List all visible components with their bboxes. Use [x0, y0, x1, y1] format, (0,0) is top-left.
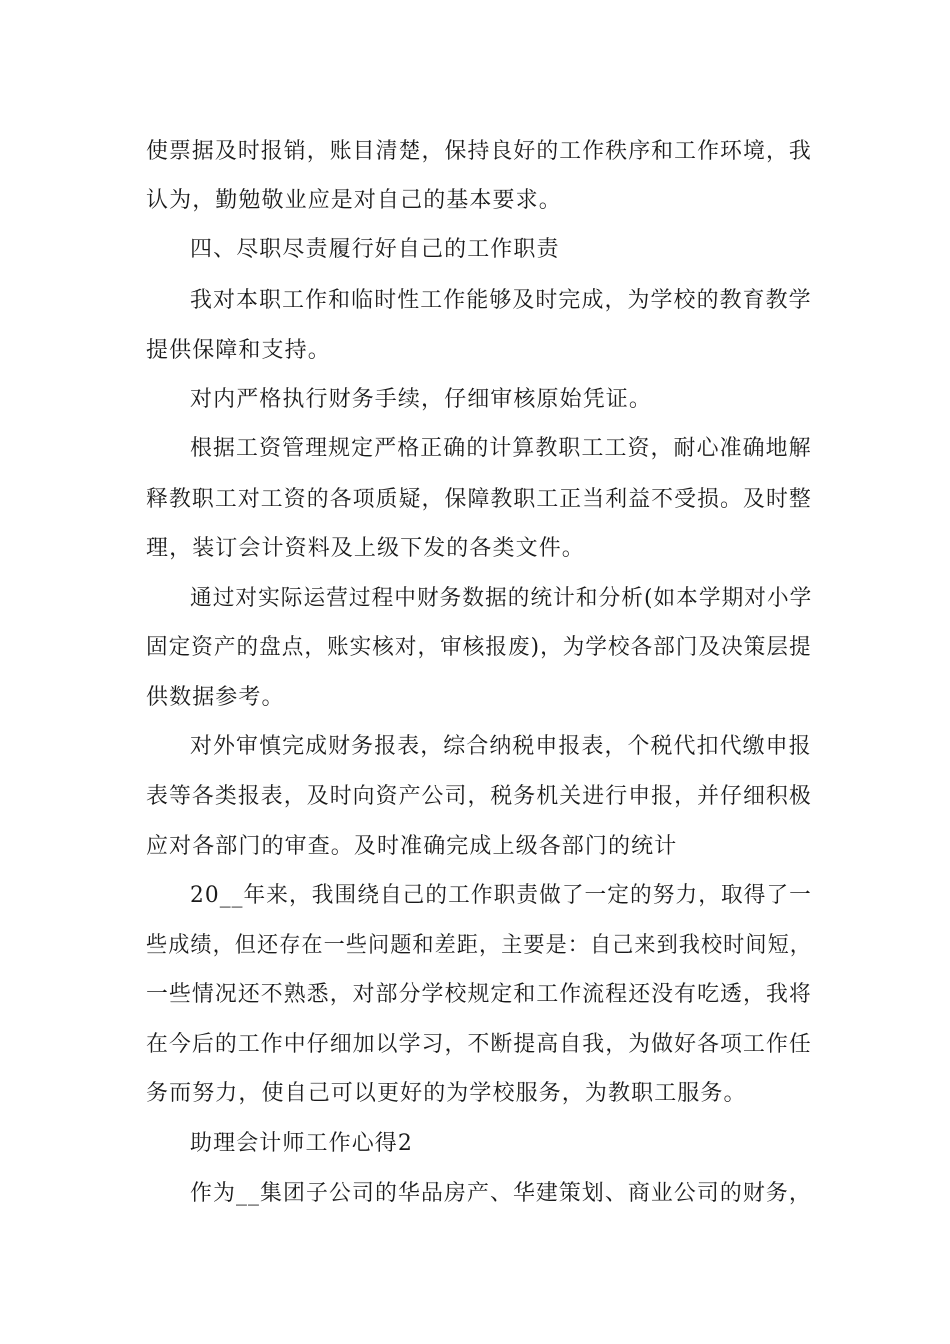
- section-heading: 四、尽职尽责履行好自己的工作职责: [190, 237, 560, 262]
- paragraph-line: 一些情况还不熟悉，对部分学校规定和工作流程还没有吃透，我将: [146, 982, 812, 1007]
- paragraph-line: 对外审慎完成财务报表，综合纳税申报表，个税代扣代缴申报: [190, 734, 812, 759]
- paragraph-line: 通过对实际运营过程中财务数据的统计和分析(如本学期对小学: [190, 586, 813, 611]
- paragraph-line: 应对各部门的审查。及时准确完成上级各部门的统计: [146, 834, 678, 859]
- paragraph-line: 理，装订会计资料及上级下发的各类文件。: [146, 536, 585, 561]
- paragraph-line: 认为，勤勉敬业应是对自己的基本要求。: [146, 188, 562, 213]
- paragraph-line: 对内严格执行财务手续，仔细审核原始凭证。: [190, 387, 653, 412]
- section-heading: 助理会计师工作心得2: [190, 1131, 413, 1156]
- paragraph-line: 作为__集团子公司的华品房产、华建策划、商业公司的财务，: [190, 1181, 812, 1206]
- paragraph-line: 务而努力，使自己可以更好的为学校服务，为教职工服务。: [146, 1081, 747, 1106]
- paragraph-line: 在今后的工作中仔细加以学习，不断提高自我，为做好各项工作任: [146, 1032, 812, 1057]
- paragraph-line: 我对本职工作和临时性工作能够及时完成，为学校的教育教学: [190, 288, 812, 313]
- paragraph-line: 使票据及时报销，账目清楚，保持良好的工作秩序和工作环境，我: [146, 139, 812, 164]
- paragraph-line: 些成绩，但还存在一些问题和差距，主要是：自己来到我校时间短，: [146, 933, 812, 958]
- paragraph-line: 固定资产的盘点，账实核对，审核报废)，为学校各部门及决策层提: [146, 635, 812, 660]
- paragraph-line: 20__年来，我围绕自己的工作职责做了一定的努力，取得了一: [190, 883, 812, 908]
- paragraph-line: 提供保障和支持。: [146, 338, 331, 363]
- paragraph-line: 表等各类报表，及时向资产公司，税务机关进行申报，并仔细积极: [146, 784, 812, 809]
- paragraph-line: 根据工资管理规定严格正确的计算教职工工资，耐心准确地解: [190, 436, 812, 461]
- paragraph-line: 释教职工对工资的各项质疑，保障教职工正当利益不受损。及时整: [146, 487, 812, 512]
- paragraph-line: 供数据参考。: [146, 685, 285, 710]
